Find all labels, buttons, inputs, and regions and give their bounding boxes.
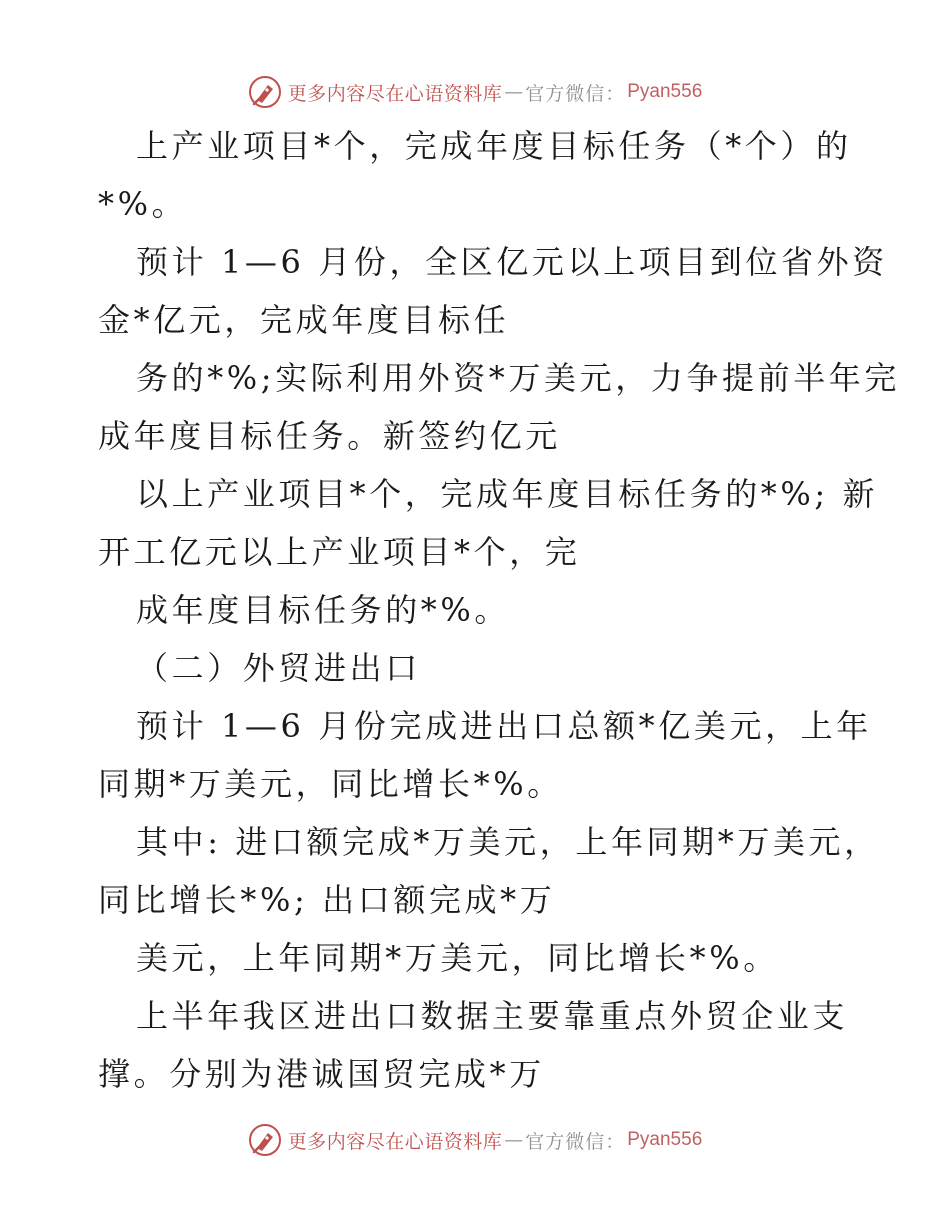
watermark-wechat-label: 官方微信： bbox=[525, 1130, 626, 1153]
footer-watermark bbox=[0, 1120, 950, 1160]
paragraph-line: 开工亿元以上产业项目*个，完 bbox=[98, 533, 581, 571]
paragraph-line: 其中: 进口额完成*万美元，上年同期*万美元， bbox=[136, 823, 880, 861]
pen-nib-logo-icon bbox=[248, 1123, 282, 1157]
paragraph-line: 美元，上年同期*万美元，同比增长*%。 bbox=[136, 939, 779, 977]
paragraph-line: 成年度目标任务的*%。 bbox=[136, 591, 511, 629]
paragraph-line: 以上产业项目*个，完成年度目标任务的*%; 新 bbox=[136, 475, 879, 513]
paragraph-line: 成年度目标任务。新签约亿元 bbox=[98, 417, 561, 455]
paragraph-line: 同比增长*%; 出口额完成*万 bbox=[98, 881, 556, 919]
paragraph-line: 预计 1—6 月份，全区亿元以上项目到位省外资 bbox=[136, 243, 888, 281]
watermark-dash: — bbox=[504, 1129, 524, 1151]
watermark-dash: — bbox=[504, 81, 524, 103]
watermark-wechat-id: Pyan556 bbox=[627, 81, 703, 102]
paragraph-line: 撑。分别为港诚国贸完成*万 bbox=[98, 1055, 545, 1093]
paragraph-line: *%。 bbox=[98, 185, 188, 223]
paragraph-line: 务的*%;实际利用外资*万美元，力争提前半年完 bbox=[136, 359, 900, 397]
watermark-main-text: 更多内容尽在心语资料库 bbox=[287, 1130, 503, 1153]
watermark-wechat-id: Pyan556 bbox=[627, 1129, 703, 1150]
paragraph-line: 金*亿元，完成年度目标任 bbox=[98, 301, 510, 339]
section-heading: （二）外贸进出口 bbox=[136, 649, 421, 687]
paragraph-line: 同期*万美元，同比增长*%。 bbox=[98, 765, 563, 803]
paragraph-line: 上产业项目*个，完成年度目标任务（*个）的 bbox=[136, 127, 852, 165]
watermark-wechat-label: 官方微信： bbox=[525, 82, 626, 105]
paragraph-line: 预计 1—6 月份完成进出口总额*亿美元，上年 bbox=[136, 707, 872, 745]
paragraph-line: 上半年我区进出口数据主要靠重点外贸企业支 bbox=[136, 997, 849, 1035]
watermark-main-text: 更多内容尽在心语资料库 bbox=[287, 82, 503, 105]
